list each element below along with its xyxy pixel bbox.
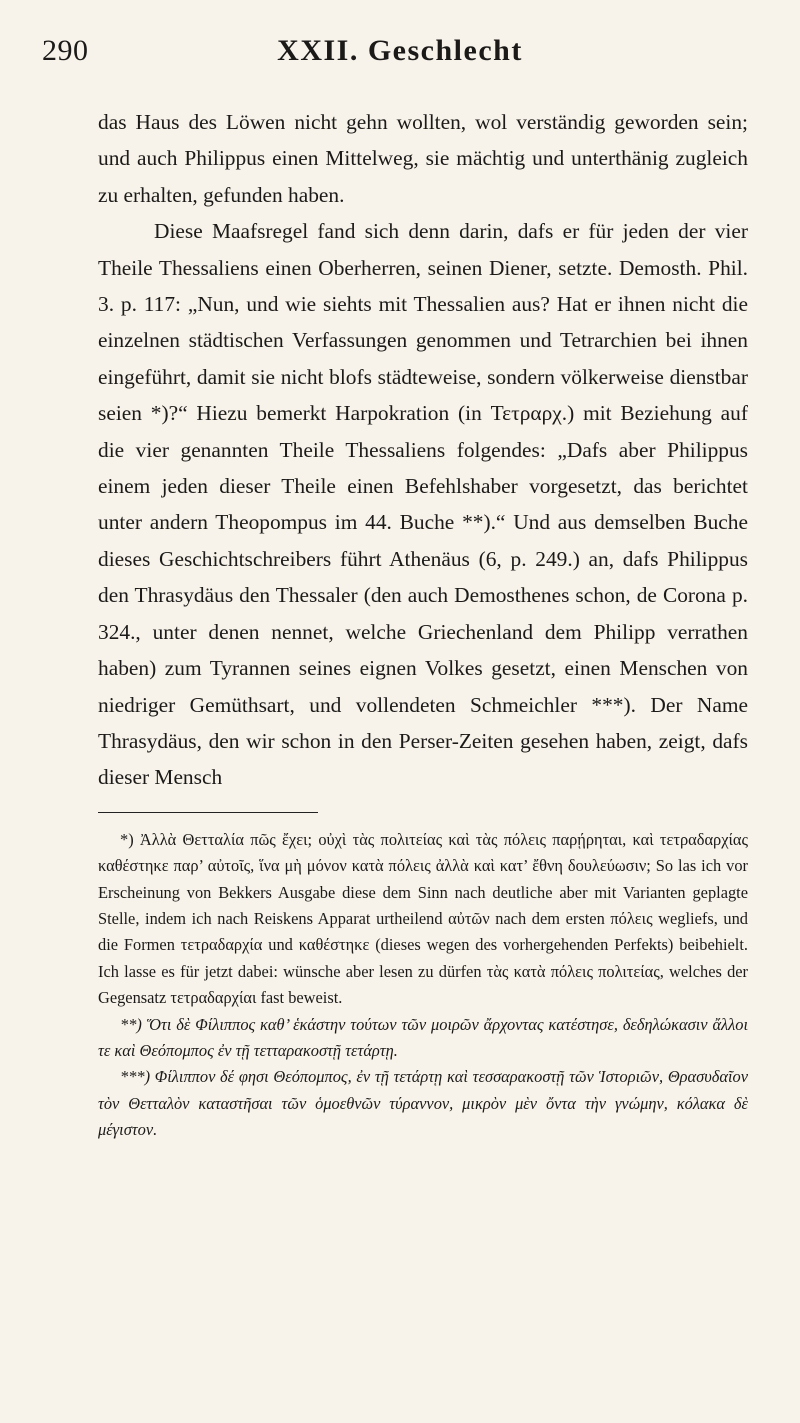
footnote-2: **) Ὅτι δὲ Φίλιππος καθ’ ἑκάστην τούτων τῶν μοιρῶν ἄρχοντας κατέστησε, δεδηλώκασιν ἄλλοι τε καὶ Θεόπομπος ἐν τῇ τετταρακοστῇ τετάρτῃ. (98, 1014, 748, 1060)
running-head (42, 18, 758, 72)
footnote-3: ***) Φίλιππον δέ φησι Θεόπομπος, ἐν τῇ τετάρτῃ καὶ τεσσαρακοστῇ τῶν Ἱστοριῶν, Θρασυδαῖον τὸν Θετταλὸν καταστῆσαι τῶν ὁμοεθνῶν τύραννον, μικρὸν μὲν ὄντα τὴν γνώμην, κόλακα δὲ μέγιστον. (98, 1067, 748, 1140)
main-text (42, 104, 758, 796)
footnote-divider (98, 812, 318, 813)
chapter-heading: XXII. Geschlecht (277, 34, 523, 67)
body-paragraph-1: das Haus des Löwen nicht gehn wollten, wol verständig geworden sein; und auch Philippus einen Mittelweg, sie mächtig und unterthänig zugleich zu erhalten, gefunden haben. (98, 110, 748, 207)
footnote-1: *) Ἀλλὰ Θετταλία πῶς ἔχει; οὐχὶ τὰς πολιτείας καὶ τὰς πόλεις παρῄρηται, καὶ τετραδαρχίας καθέστηκε παρ’ αὐτοῖς, ἵνα μὴ μόνον κατὰ πόλεις ἀλλὰ καὶ κατ’ ἔθνη δουλεύωσιν; So las ich vor Erscheinung von Bekkers Ausgabe diese dem Sinn nach deutliche aber mit Varianten geplagte Stelle, indem ich nach Reiskens Apparat urtheilend αὐτῶν nach dem ersten πόλεις wegliefs, und die Formen τετραδαρχία und καθέστηκε (dieses wegen des vorhergehenden Perfekts) beibehielt. Ich lasse es für jetzt dabei: wünsche aber lesen zu dürfen τὰς κατὰ πόλεις πολιτείας, welches der Gegensatz τετραδαρχίαι fast beweist. (98, 829, 748, 1008)
footnotes (42, 827, 758, 1144)
page-number: 290 (42, 34, 89, 67)
body-paragraph-2: Diese Maafsregel fand sich denn darin, dafs er für jeden der vier Theile Thessaliens einen Oberherren, seinen Diener, setzte. Demosth. Phil. 3. p. 117: „Nun, und wie siehts mit Thessalien aus? Hat er ihnen nicht die einzelnen städtischen Verfassungen genommen und Tetrarchien bei ihnen eingeführt, damit sie nicht blofs städteweise, sondern völkerweise dienstbar seien *)?“ Hiezu bemerkt Harpokration (in Τετραρχ.) mit Beziehung auf die vier genannten Theile Thessaliens folgendes: „Dafs aber Philippus einem jeden dieser Theile einen Befehlshaber vorgesetzt, das berichtet unter andern Theopompus im 44. Buche **).“ Und aus demselben Buche dieses Geschichtschreibers führt Athenäus (6, p. 249.) an, dafs Philippus den Thrasydäus den Thessaler (den auch Demosthenes schon, de Corona p. 324., unter denen nennet, welche Griechenland dem Philipp verrathen haben) zum Tyrannen seines eignen Volkes gesetzt, einen Menschen von niedriger Gemüthsart, und vollendeten Schmeichler ***). Der Name Thrasydäus, den wir schon in den Perser-Zeiten gesehen haben, zeigt, dafs dieser Mensch (98, 219, 748, 790)
